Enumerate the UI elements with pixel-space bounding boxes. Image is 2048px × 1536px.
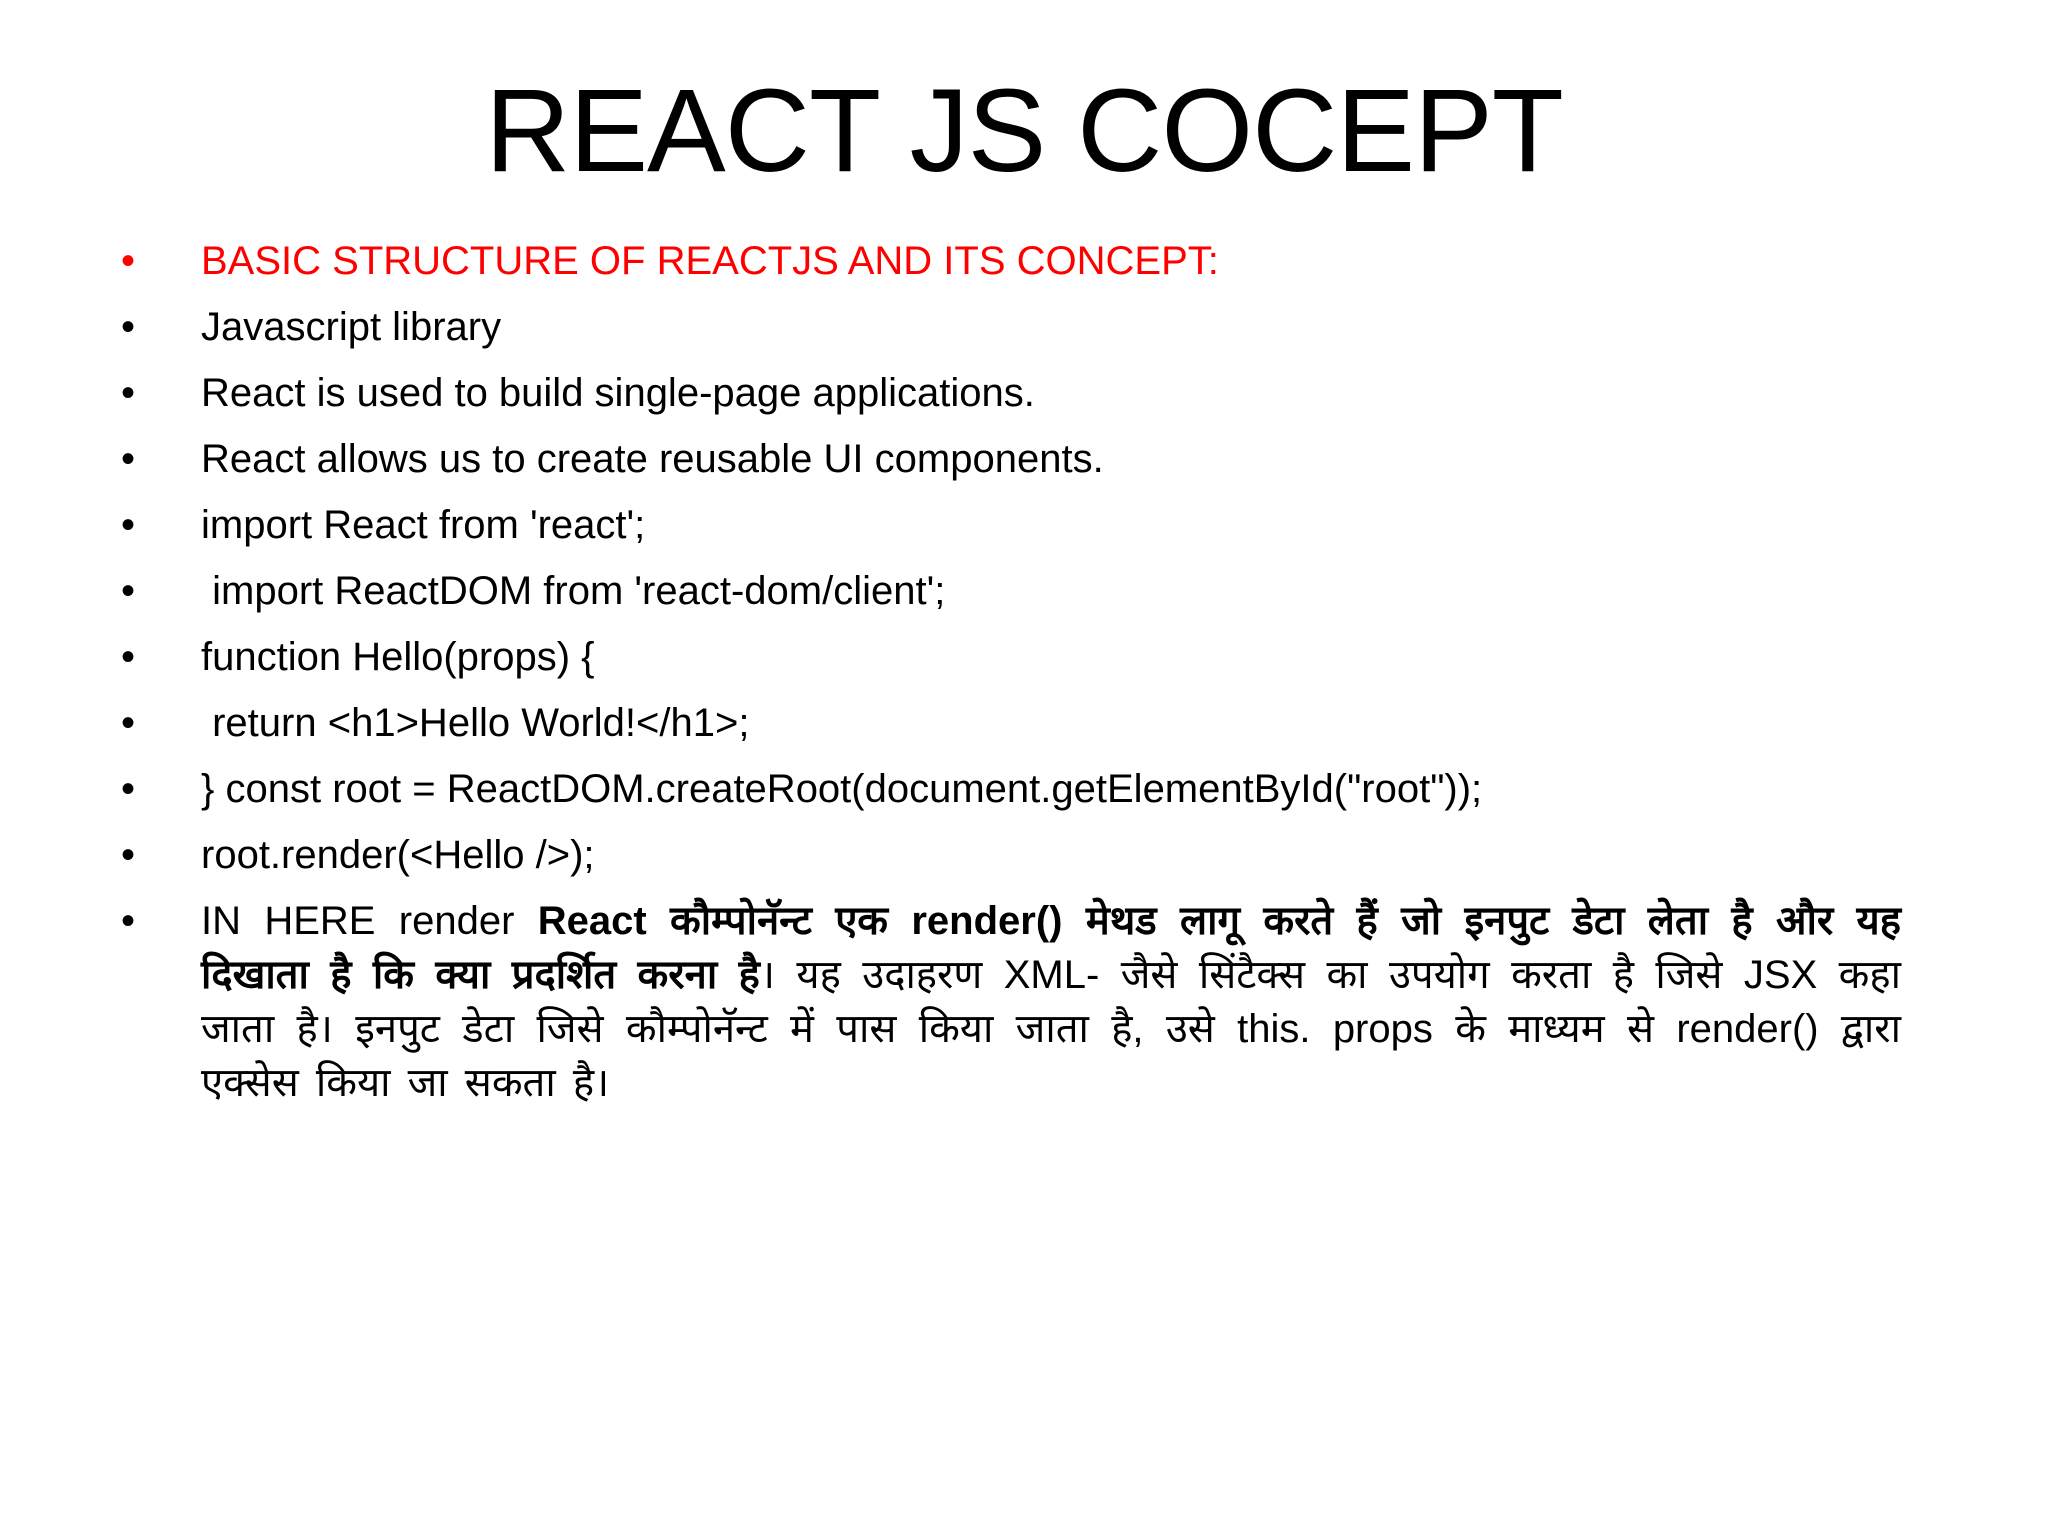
explanation-lead: IN HERE render: [201, 899, 538, 943]
bullet-icon: •: [121, 437, 136, 481]
list-item: [0, 564, 2048, 630]
bullet-icon: •: [121, 767, 136, 811]
code-line: function Hello(props) {: [201, 635, 595, 679]
explanation-rest: । यह उदाहरण XML- जैसे सिंटैक्स का उपयोग करता है जिसे JSX कहा जाता है। इनपुट डेटा जिसे कौम्पोनॅन्ट में पास किया जाता है, उसे this. props के माध्यम से render() द्वारा एक्सेस किया जा सकता है।: [201, 953, 1901, 1105]
bullet-icon: •: [121, 833, 136, 877]
list-item: [0, 762, 2048, 828]
bullet-icon: •: [121, 635, 136, 679]
bullet-list: [0, 234, 2048, 1110]
list-item: [0, 828, 2048, 894]
bullet-heading: BASIC STRUCTURE OF REACTJS AND ITS CONCEPT:: [201, 239, 1219, 283]
explanation-bold: React कौम्पोनॅन्ट एक render() मेथड लागू करते हैं जो इनपुट डेटा लेता है और यह दिखाता है कि क्या प्रदर्शित करना है: [201, 899, 1901, 997]
slide-title: REACT JS COCEPT: [485, 65, 1563, 197]
code-line: import React from 'react';: [201, 503, 646, 547]
list-item: [0, 696, 2048, 762]
bullet-icon: •: [121, 371, 136, 415]
code-line: } const root = ReactDOM.createRoot(document.getElementById("root"));: [201, 767, 1483, 811]
list-item: [0, 630, 2048, 696]
explanation-paragraph: [201, 894, 1901, 1110]
code-line: import ReactDOM from 'react-dom/client';: [201, 569, 946, 613]
bullet-icon: •: [121, 305, 136, 349]
list-item: [0, 234, 2048, 300]
bullet-icon: •: [121, 569, 136, 613]
bullet-text: Javascript library: [201, 305, 502, 349]
bullet-icon: •: [121, 899, 136, 943]
code-line: return <h1>Hello World!</h1>;: [201, 701, 750, 745]
list-item: [0, 300, 2048, 366]
bullet-text: React is used to build single-page applications.: [201, 371, 1035, 415]
list-item: [0, 366, 2048, 432]
list-item: [0, 432, 2048, 498]
bullet-text: React allows us to create reusable UI components.: [201, 437, 1104, 481]
bullet-icon: •: [121, 503, 136, 547]
bullet-icon: •: [121, 239, 136, 283]
list-item: [0, 498, 2048, 564]
bullet-icon: •: [121, 701, 136, 745]
list-item: [0, 894, 2048, 1110]
code-line: root.render(<Hello />);: [201, 833, 595, 877]
